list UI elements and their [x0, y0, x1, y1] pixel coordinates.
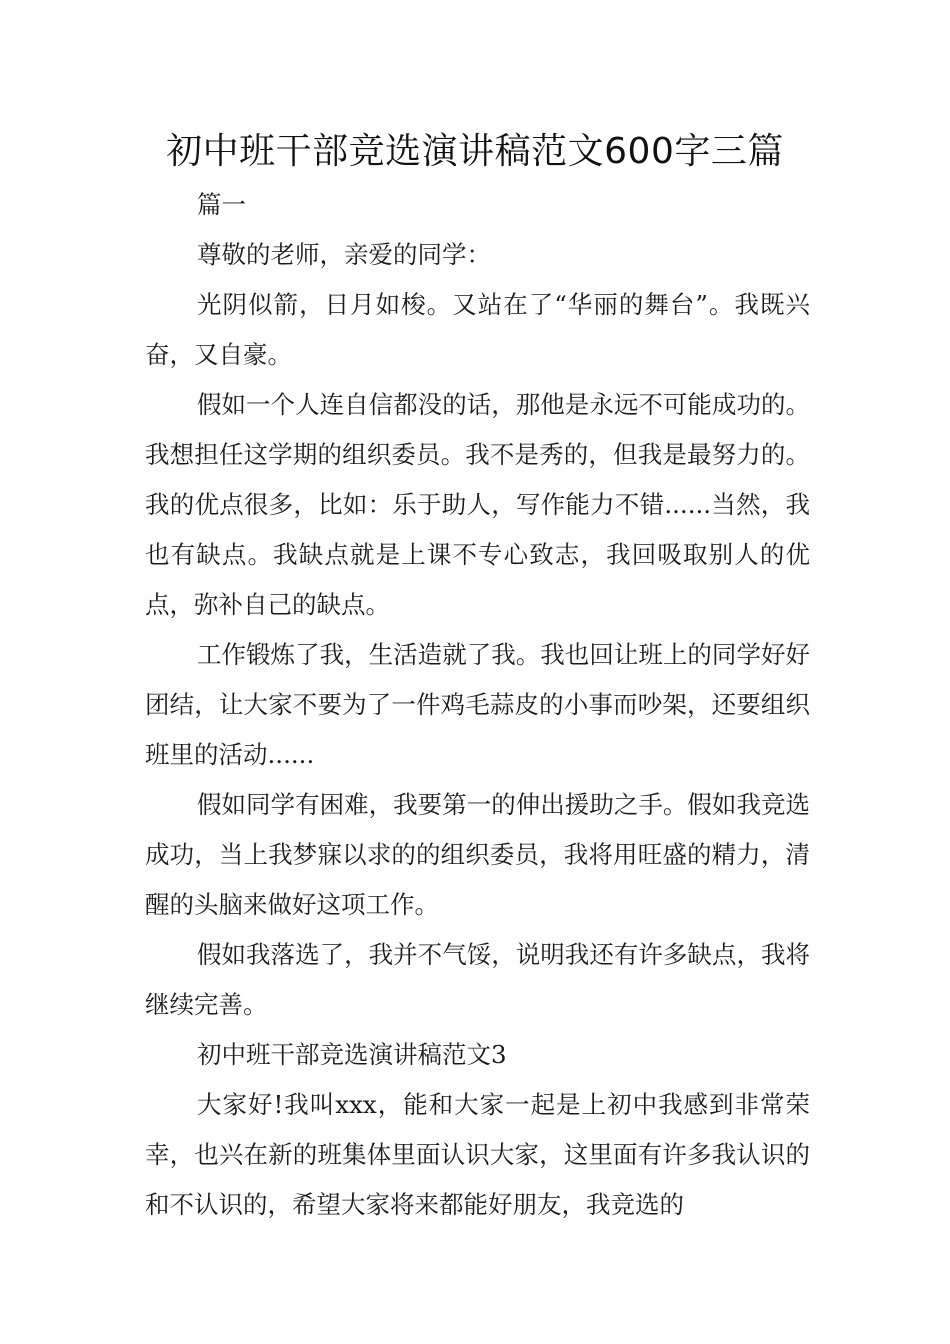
body-paragraph: 假如一个人连自信都没的话，那他是永远不可能成功的。我想担任这学期的组织委员。我不是秀的，但我是最努力的。我的优点很多，比如：乐于助人，写作能力不错......当然，我也有缺点。我缺点就是上课不专心致志，我回吸取别人的优点，弥补自己的缺点。 — [145, 390, 810, 619]
body-paragraph: 工作锻炼了我，生活造就了我。我也回让班上的同学好好团结，让大家不要为了一件鸡毛蒜皮的小事而吵架，还要组织班里的活动...... — [145, 640, 810, 769]
document-body — [145, 180, 810, 1230]
section-heading: 篇一 — [197, 190, 246, 219]
body-paragraph: 假如我落选了，我并不气馁，说明我还有许多缺点，我将继续完善。 — [145, 940, 810, 1019]
section-heading: 初中班干部竞选演讲稿范文3 — [197, 1040, 507, 1069]
body-paragraph: 大家好!我叫xxx，能和大家一起是上初中我感到非常荣幸，也兴在新的班集体里面认识大家，这里面有许多我认识的和不认识的，希望大家将来都能好朋友，我竞选的 — [145, 1090, 810, 1219]
body-paragraph: 假如同学有困难，我要第一的伸出援助之手。假如我竞选成功，当上我梦寐以求的的组织委员，我将用旺盛的精力，清醒的头脑来做好这项工作。 — [145, 790, 810, 919]
document-title: 初中班干部竞选演讲稿范文600字三篇 — [166, 131, 784, 172]
body-paragraph: 光阴似箭，日月如梭。又站在了“华丽的舞台”。我既兴奋，又自豪。 — [145, 290, 810, 369]
salutation: 尊敬的老师，亲爱的同学： — [197, 240, 491, 269]
